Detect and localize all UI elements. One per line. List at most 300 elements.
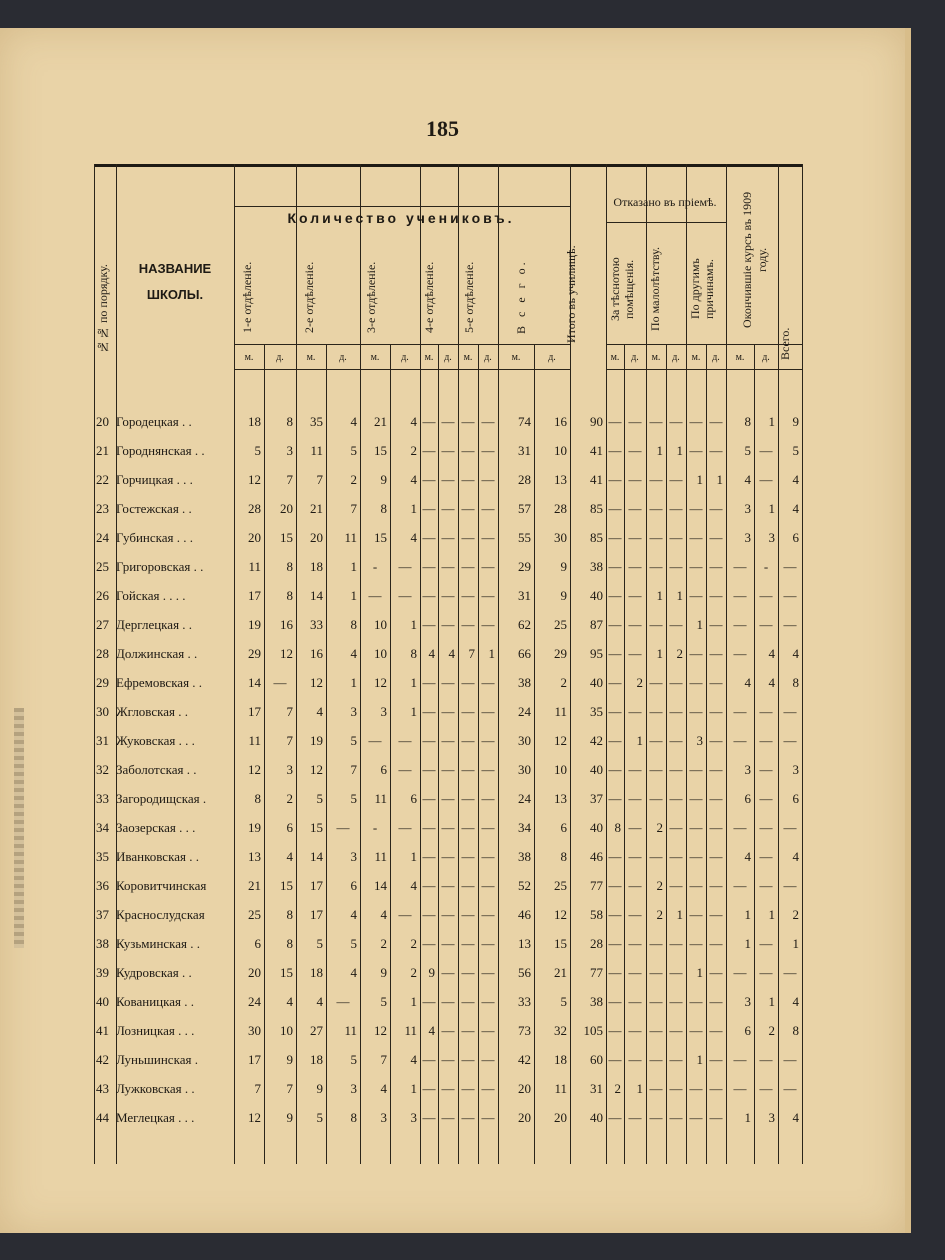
table-cell: 4 — [350, 907, 357, 922]
table-cell: — — [649, 704, 663, 719]
table-cell: 57 — [518, 501, 531, 516]
table-cell: — — [398, 820, 412, 835]
graduated-header: Окончившіе курсъ въ 1909 году. — [740, 191, 769, 329]
table-cell: 8 — [286, 936, 293, 951]
male-subheader: м. — [244, 352, 254, 363]
table-cell: — — [481, 501, 495, 516]
table-row — [94, 936, 802, 965]
table-cell: 28 — [518, 472, 531, 487]
table-cell: 7 — [286, 733, 293, 748]
school-name: Жгловская . . — [116, 704, 189, 719]
table-cell: — — [649, 791, 663, 806]
male-subheader: м. — [424, 352, 434, 363]
table-cell: — — [422, 907, 436, 922]
table-cell: 11 — [554, 1081, 567, 1096]
table-cell: 5 — [350, 733, 357, 748]
table-cell: 8 — [792, 675, 799, 690]
male-subheader: м. — [463, 352, 473, 363]
table-cell: 19 — [310, 733, 323, 748]
school-name: Городецкая . . — [116, 414, 192, 429]
row-number: 23 — [96, 501, 109, 516]
school-name: Лозницкая . . . — [116, 1023, 195, 1038]
table-cell: 1 — [792, 936, 799, 951]
row-number: 25 — [96, 559, 109, 574]
table-cell: 1 — [350, 675, 357, 690]
table-cell: 95 — [590, 646, 603, 661]
table-cell: — — [669, 1052, 683, 1067]
table-cell: — — [649, 675, 663, 690]
table-cell: 13 — [554, 472, 567, 487]
female-subheader: д. — [339, 352, 347, 363]
table-cell: — — [783, 1052, 797, 1067]
table-cell: — — [422, 733, 436, 748]
table-cell: — — [628, 965, 642, 980]
table-cell: — — [441, 936, 455, 951]
table-cell: — — [709, 617, 723, 632]
table-cell: — — [461, 1081, 475, 1096]
table-cell: 74 — [518, 414, 531, 429]
table-cell: 8 — [350, 617, 357, 632]
table-cell: — — [783, 559, 797, 574]
table-cell: — — [709, 675, 723, 690]
row-number: 26 — [96, 588, 109, 603]
table-cell: 46 — [590, 849, 603, 864]
table-cell: 3 — [792, 762, 799, 777]
table-cell: — — [669, 530, 683, 545]
table-cell: 8 — [350, 1110, 357, 1125]
table-cell: 19 — [248, 617, 261, 632]
table-cell: 4 — [428, 1023, 435, 1038]
table-cell: 28 — [248, 501, 261, 516]
table-cell: 2 — [676, 646, 683, 661]
table-cell: 15 — [554, 936, 567, 951]
table-cell: — — [689, 936, 703, 951]
table-row — [94, 646, 802, 675]
school-name: Луньшинская . — [116, 1052, 198, 1067]
table-row — [94, 849, 802, 878]
table-cell: — — [441, 501, 455, 516]
school-name: Гостежская . . — [116, 501, 192, 516]
table-cell: 3 — [744, 762, 751, 777]
table-cell: — — [441, 675, 455, 690]
table-cell: — — [759, 936, 773, 951]
male-subheader: м. — [691, 352, 701, 363]
table-cell: — — [759, 965, 773, 980]
table-cell: 8 — [560, 849, 567, 864]
table-cell: — — [441, 559, 455, 574]
table-cell: — — [422, 1081, 436, 1096]
table-cell: — — [649, 762, 663, 777]
grade-3-header: 3-е отдѣленіе. — [364, 261, 378, 333]
row-number: 35 — [96, 849, 109, 864]
table-cell: — — [733, 820, 747, 835]
table-cell: — — [461, 617, 475, 632]
table-cell: 25 — [248, 907, 261, 922]
school-statistics-table — [94, 164, 802, 1164]
table-cell: — — [669, 733, 683, 748]
table-cell: — — [608, 1023, 622, 1038]
table-cell: 15 — [310, 820, 323, 835]
male-subheader: м. — [610, 352, 620, 363]
table-cell: — — [422, 1052, 436, 1067]
table-cell: 4 — [768, 675, 775, 690]
table-cell: — — [628, 501, 642, 516]
table-cell: 1 — [350, 588, 357, 603]
row-number: 27 — [96, 617, 109, 632]
table-cell: — — [649, 849, 663, 864]
table-cell: — — [689, 762, 703, 777]
row-number: 22 — [96, 472, 109, 487]
table-cell: — — [273, 675, 287, 690]
table-cell: — — [628, 994, 642, 1009]
table-row — [94, 1081, 802, 1110]
table-cell: 35 — [310, 414, 323, 429]
table-cell: — — [481, 733, 495, 748]
table-row — [94, 994, 802, 1023]
table-cell: 15 — [374, 443, 387, 458]
table-cell: — — [669, 501, 683, 516]
row-number: 37 — [96, 907, 109, 922]
table-cell: 16 — [310, 646, 323, 661]
table-cell: — — [608, 733, 622, 748]
table-cell: 16 — [554, 414, 567, 429]
school-name: Меглецкая . . . — [116, 1110, 195, 1125]
table-cell: 29 — [248, 646, 261, 661]
table-cell: — — [608, 646, 622, 661]
table-cell: — — [481, 472, 495, 487]
table-cell: 1 — [410, 849, 417, 864]
table-cell: — — [759, 878, 773, 893]
table-cell: 1 — [676, 588, 683, 603]
table-cell: 32 — [554, 1023, 567, 1038]
table-cell: 30 — [518, 733, 531, 748]
table-cell: 4 — [410, 414, 417, 429]
table-cell: 60 — [590, 1052, 603, 1067]
table-cell: 8 — [744, 414, 751, 429]
table-cell: 11 — [374, 791, 387, 806]
table-cell: 12 — [554, 733, 567, 748]
table-cell: 12 — [310, 762, 323, 777]
table-cell: 11 — [404, 1023, 417, 1038]
table-cell: — — [669, 1023, 683, 1038]
table-cell: — — [759, 820, 773, 835]
female-subheader: д. — [631, 352, 639, 363]
table-cell: 85 — [590, 501, 603, 516]
table-cell: — — [422, 559, 436, 574]
table-cell: — — [709, 762, 723, 777]
table-cell: 5 — [380, 994, 387, 1009]
grade-5-header: 5-е отдѣленіе. — [462, 261, 476, 333]
table-cell: 7 — [468, 646, 475, 661]
table-cell: 6 — [792, 530, 799, 545]
table-cell: 2 — [656, 878, 663, 893]
table-cell: — — [628, 472, 642, 487]
table-cell: 7 — [350, 501, 357, 516]
row-number: 20 — [96, 414, 109, 429]
table-cell: 5 — [316, 1110, 323, 1125]
table-cell: 52 — [518, 878, 531, 893]
table-cell: — — [481, 791, 495, 806]
table-cell: — — [441, 878, 455, 893]
school-name: Краснослудская — [116, 907, 205, 922]
table-cell: 12 — [374, 675, 387, 690]
table-cell: 12 — [280, 646, 293, 661]
table-cell: 1 — [410, 617, 417, 632]
table-cell: — — [628, 1052, 642, 1067]
table-cell: 10 — [554, 443, 567, 458]
table-cell: — — [628, 559, 642, 574]
table-row — [94, 965, 802, 994]
table-cell: 7 — [316, 472, 323, 487]
table-cell: 35 — [590, 704, 603, 719]
table-cell: — — [481, 936, 495, 951]
table-cell: 1 — [488, 646, 495, 661]
table-cell: — — [669, 791, 683, 806]
table-cell: 14 — [374, 878, 387, 893]
table-cell: 6 — [254, 936, 261, 951]
table-row — [94, 530, 802, 559]
table-row — [94, 1023, 802, 1052]
table-cell: — — [461, 965, 475, 980]
table-row — [94, 472, 802, 501]
table-row — [94, 675, 802, 704]
table-cell: 4 — [410, 878, 417, 893]
table-cell: — — [709, 878, 723, 893]
table-cell: 4 — [380, 1081, 387, 1096]
table-cell: — — [481, 1110, 495, 1125]
table-cell: 4 — [410, 472, 417, 487]
female-subheader: д. — [484, 352, 492, 363]
table-cell: 8 — [286, 907, 293, 922]
table-cell: — — [608, 936, 622, 951]
table-cell: — — [628, 646, 642, 661]
table-cell: 38 — [590, 559, 603, 574]
table-cell: 7 — [286, 472, 293, 487]
table-cell: 20 — [280, 501, 293, 516]
table-cell: — — [649, 530, 663, 545]
table-cell: — — [689, 1081, 703, 1096]
table-cell: — — [461, 501, 475, 516]
table-cell: 8 — [286, 588, 293, 603]
table-cell: 9 — [428, 965, 435, 980]
table-cell: 8 — [380, 501, 387, 516]
table-cell: 17 — [310, 878, 323, 893]
table-cell: 73 — [518, 1023, 531, 1038]
row-number: 44 — [96, 1110, 109, 1125]
students-count-header: Количество учениковъ. — [287, 210, 515, 226]
table-cell: — — [628, 820, 642, 835]
table-cell: 14 — [310, 849, 323, 864]
table-cell: — — [608, 617, 622, 632]
table-cell: 12 — [310, 675, 323, 690]
table-cell: — — [669, 704, 683, 719]
school-name: Должинская . . — [116, 646, 198, 661]
table-cell: 10 — [374, 617, 387, 632]
table-cell: — — [733, 965, 747, 980]
table-row — [94, 559, 802, 588]
table-cell: — — [759, 791, 773, 806]
table-cell: 31 — [518, 588, 531, 603]
table-cell: — — [422, 588, 436, 603]
female-subheader: д. — [712, 352, 720, 363]
table-cell: 14 — [248, 675, 261, 690]
table-cell: — — [709, 733, 723, 748]
table-cell: — — [461, 878, 475, 893]
table-cell: — — [689, 820, 703, 835]
table-cell: 87 — [590, 617, 603, 632]
table-cell: 5 — [350, 936, 357, 951]
table-cell: — — [649, 1023, 663, 1038]
table-cell: — — [669, 414, 683, 429]
table-cell: 9 — [380, 965, 387, 980]
table-cell: — — [628, 849, 642, 864]
table-cell: — — [441, 414, 455, 429]
table-cell: 46 — [518, 907, 531, 922]
female-subheader: д. — [444, 352, 452, 363]
table-cell: — — [441, 588, 455, 603]
table-cell: — — [669, 936, 683, 951]
table-cell: 40 — [590, 588, 603, 603]
table-cell: — — [628, 907, 642, 922]
table-cell: — — [481, 849, 495, 864]
table-cell: — — [481, 820, 495, 835]
table-cell: 30 — [248, 1023, 261, 1038]
table-cell: 2 — [350, 472, 357, 487]
table-cell: — — [709, 414, 723, 429]
table-cell: 1 — [744, 907, 751, 922]
binding-edge — [14, 708, 24, 948]
table-cell: 2 — [768, 1023, 775, 1038]
table-cell: — — [608, 530, 622, 545]
table-cell: — — [649, 994, 663, 1009]
table-cell: 56 — [518, 965, 531, 980]
table-cell: — — [628, 704, 642, 719]
school-total-header: Итого въ училищѣ. — [564, 245, 578, 343]
table-cell: 38 — [590, 994, 603, 1009]
table-cell: — — [759, 1052, 773, 1067]
table-cell: — — [709, 559, 723, 574]
table-cell: — — [628, 1023, 642, 1038]
table-cell: — — [441, 704, 455, 719]
table-cell: 6 — [380, 762, 387, 777]
table-cell: 8 — [286, 559, 293, 574]
table-cell: — — [461, 675, 475, 690]
table-cell: — — [669, 849, 683, 864]
row-number: 34 — [96, 820, 109, 835]
table-cell: 85 — [590, 530, 603, 545]
table-cell: — — [441, 733, 455, 748]
table-cell: — — [441, 530, 455, 545]
row-number: 41 — [96, 1023, 109, 1038]
table-cell: 4 — [768, 646, 775, 661]
table-cell: — — [628, 588, 642, 603]
table-cell: 19 — [248, 820, 261, 835]
table-cell: 1 — [744, 936, 751, 951]
table-cell: — — [481, 675, 495, 690]
table-cell: — — [441, 1110, 455, 1125]
table-cell: 7 — [350, 762, 357, 777]
table-cell: 13 — [518, 936, 531, 951]
table-cell: 4 — [792, 646, 799, 661]
table-cell: — — [689, 588, 703, 603]
table-cell: — — [759, 443, 773, 458]
table-cell: — — [649, 1052, 663, 1067]
table-cell: 20 — [310, 530, 323, 545]
table-cell: 77 — [590, 965, 603, 980]
table-row — [94, 443, 802, 472]
table-cell: — — [783, 820, 797, 835]
table-cell: — — [441, 791, 455, 806]
table-cell: — — [422, 501, 436, 516]
table-cell: — — [628, 530, 642, 545]
table-cell: — — [628, 878, 642, 893]
table-cell: 6 — [286, 820, 293, 835]
table-cell: 40 — [590, 675, 603, 690]
table-cell: 11 — [344, 1023, 357, 1038]
table-cell: 5 — [350, 443, 357, 458]
table-cell: 4 — [350, 965, 357, 980]
table-cell: 12 — [554, 907, 567, 922]
table-cell: 29 — [518, 559, 531, 574]
table-cell: — — [783, 965, 797, 980]
table-cell: 3 — [744, 501, 751, 516]
table-cell: — — [649, 1110, 663, 1125]
table-cell: 9 — [380, 472, 387, 487]
table-cell: 2 — [410, 965, 417, 980]
table-cell: — — [709, 994, 723, 1009]
table-cell: — — [481, 1081, 495, 1096]
table-cell: — — [608, 675, 622, 690]
book-page — [0, 28, 911, 1233]
table-cell: 10 — [374, 646, 387, 661]
table-cell: 105 — [583, 1023, 603, 1038]
table-row — [94, 907, 802, 936]
table-cell: — — [481, 878, 495, 893]
table-cell: — — [733, 704, 747, 719]
table-cell: — — [649, 472, 663, 487]
table-cell: — — [669, 675, 683, 690]
table-cell: 20 — [554, 1110, 567, 1125]
table-cell: 17 — [248, 588, 261, 603]
table-cell: — — [649, 559, 663, 574]
table-cell: — — [461, 1052, 475, 1067]
row-number: 32 — [96, 762, 109, 777]
table-cell: — — [481, 559, 495, 574]
table-cell: — — [689, 907, 703, 922]
table-cell: 8 — [614, 820, 621, 835]
table-cell: 2 — [560, 675, 567, 690]
row-number: 21 — [96, 443, 109, 458]
table-cell: — — [649, 414, 663, 429]
table-cell: — — [422, 936, 436, 951]
table-cell: 25 — [554, 878, 567, 893]
table-row — [94, 1052, 802, 1081]
table-cell: — — [709, 849, 723, 864]
table-cell: 20 — [248, 530, 261, 545]
table-cell: 24 — [518, 704, 531, 719]
table-cell: — — [709, 1023, 723, 1038]
refused-age-header: По малолѣтству. — [648, 247, 662, 331]
table-cell: — — [628, 443, 642, 458]
table-cell: — — [783, 617, 797, 632]
table-cell: — — [368, 588, 382, 603]
table-cell: — — [461, 414, 475, 429]
table-cell: 25 — [554, 617, 567, 632]
table-cell: 42 — [518, 1052, 531, 1067]
table-cell: — — [461, 791, 475, 806]
table-cell: 6 — [560, 820, 567, 835]
school-name: Кудровская . . — [116, 965, 192, 980]
